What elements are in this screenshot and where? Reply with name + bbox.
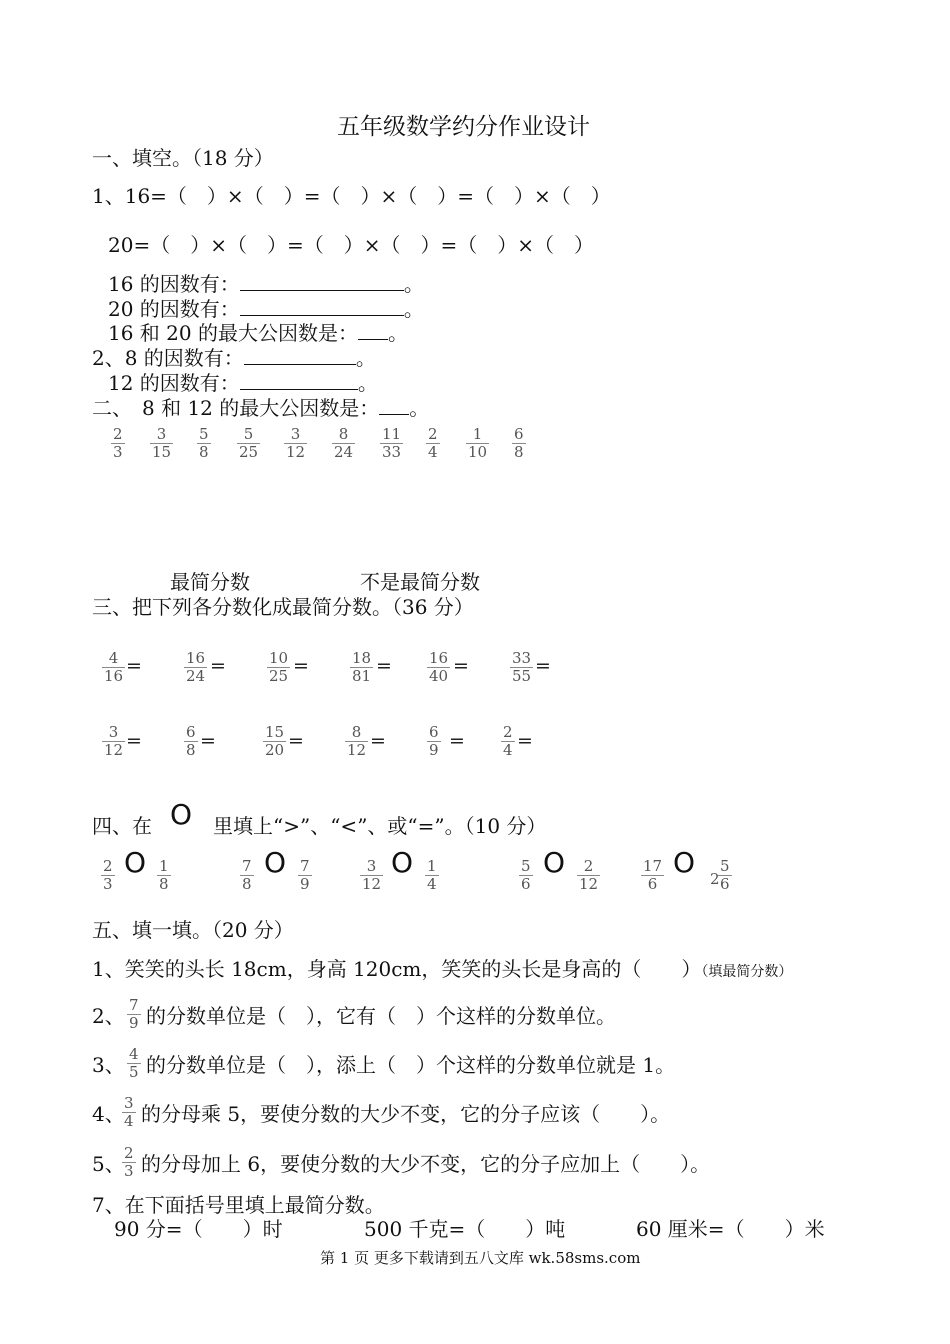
comparison-circle-icon[interactable]: O bbox=[124, 846, 147, 879]
section-2-heading-line bbox=[92, 396, 429, 420]
numerator: 18 bbox=[352, 649, 372, 667]
question-number: 5、 bbox=[92, 1152, 125, 1176]
denominator: 8 bbox=[514, 443, 524, 461]
question-5-7c: 60 厘米=（ ）米 bbox=[636, 1217, 825, 1241]
equals-sign: = bbox=[370, 730, 386, 752]
question-5-7: 7、在下面括号里填上最简分数。 bbox=[92, 1193, 385, 1217]
fraction bbox=[184, 724, 198, 759]
period: 。 bbox=[355, 346, 376, 370]
section-3-heading: 三、把下列各分数化成最简分数。（36 分） bbox=[92, 595, 474, 619]
period: 。 bbox=[387, 321, 408, 345]
equals-sign: = bbox=[293, 655, 309, 677]
factors-of-12-blank[interactable] bbox=[240, 371, 358, 390]
fraction bbox=[267, 650, 290, 685]
denominator: 8 bbox=[242, 875, 252, 893]
denominator: 33 bbox=[382, 443, 402, 461]
comparison-circle-icon[interactable]: O bbox=[264, 846, 287, 879]
fraction bbox=[332, 426, 355, 461]
page-footer: 第 1 页 更多下载请到五八文库 wk.58sms.com bbox=[320, 1249, 641, 1267]
fraction bbox=[380, 426, 403, 461]
page-title: 五年级数学约分作业设计 bbox=[337, 114, 590, 140]
denominator: 4 bbox=[503, 741, 513, 759]
denominator: 24 bbox=[186, 667, 206, 685]
numerator: 3 bbox=[156, 425, 167, 443]
factors-of-8-blank[interactable] bbox=[244, 346, 356, 365]
denominator: 24 bbox=[334, 443, 354, 461]
fraction bbox=[240, 858, 254, 893]
equals-sign: = bbox=[200, 730, 216, 752]
fraction bbox=[122, 1145, 136, 1180]
numerator: 5 bbox=[243, 425, 254, 443]
numerator: 5 bbox=[199, 425, 209, 443]
numerator: 6 bbox=[514, 425, 524, 443]
numerator: 3 bbox=[366, 857, 377, 875]
numerator: 6 bbox=[429, 723, 439, 741]
question-number: 2、 bbox=[92, 1004, 125, 1028]
question-5-3-text: 的分数单位是（ ），添上（ ）个这样的分数单位就是 1。 bbox=[146, 1053, 676, 1077]
denominator: 12 bbox=[286, 443, 306, 461]
denominator: 9 bbox=[300, 875, 310, 893]
question-number: 4、 bbox=[92, 1102, 125, 1126]
section-4-heading-pre: 四、在 bbox=[92, 814, 152, 838]
label-simplest-fractions: 最简分数 bbox=[170, 570, 250, 594]
question-number: 3、 bbox=[92, 1053, 125, 1077]
fraction bbox=[122, 1095, 136, 1130]
question-5-5 bbox=[92, 1152, 125, 1176]
fraction bbox=[101, 858, 115, 893]
numerator: 2 bbox=[113, 425, 123, 443]
fraction bbox=[425, 858, 439, 893]
equals-sign: = bbox=[126, 655, 142, 677]
denominator: 6 bbox=[641, 875, 664, 893]
denominator: 8 bbox=[159, 875, 169, 893]
numerator: 1 bbox=[427, 857, 437, 875]
fraction bbox=[102, 724, 125, 759]
numerator: 7 bbox=[242, 857, 252, 875]
fraction bbox=[127, 1046, 141, 1081]
denominator: 12 bbox=[347, 741, 367, 759]
question-5-2-text: 的分数单位是（ ），它有（ ）个这样的分数单位。 bbox=[146, 1004, 616, 1028]
question-5-2 bbox=[92, 1004, 125, 1028]
fraction bbox=[427, 650, 450, 685]
fraction bbox=[284, 426, 307, 461]
denominator: 55 bbox=[512, 667, 532, 685]
period: 。 bbox=[357, 371, 378, 395]
denominator: 12 bbox=[104, 741, 124, 759]
numerator: 16 bbox=[429, 649, 449, 667]
equals-sign: = bbox=[535, 655, 551, 677]
question-text: 1、笑笑的头长 18cm，身高 120cm，笑笑的头长是身高的（ ） bbox=[92, 957, 702, 981]
numerator: 2 bbox=[503, 723, 513, 741]
period: 。 bbox=[409, 396, 430, 420]
numerator: 4 bbox=[129, 1045, 139, 1063]
fraction bbox=[512, 426, 526, 461]
numerator: 15 bbox=[265, 723, 285, 741]
question-1-20-factorization: 20=（ ）×（ ）=（ ）×（ ）=（ ）×（ ） bbox=[108, 233, 594, 257]
fraction bbox=[577, 858, 600, 893]
gcd-16-20-blank[interactable] bbox=[358, 321, 388, 340]
question-5-4-text: 的分母乘 5，要使分数的大少不变，它的分子应该（ ）。 bbox=[141, 1102, 671, 1126]
denominator: 12 bbox=[362, 875, 382, 893]
equals-sign: = bbox=[449, 730, 465, 752]
numerator: 8 bbox=[338, 425, 349, 443]
question-5-4 bbox=[92, 1102, 125, 1126]
section-2-heading: 二、 8 和 12 的最大公因数是： bbox=[92, 396, 380, 420]
numerator: 3 bbox=[108, 723, 119, 741]
comparison-circle-icon[interactable]: O bbox=[543, 846, 566, 879]
denominator: 81 bbox=[352, 667, 372, 685]
fraction bbox=[345, 724, 368, 759]
fraction bbox=[150, 426, 173, 461]
fraction bbox=[157, 858, 171, 893]
fraction bbox=[350, 650, 373, 685]
numerator: 3 bbox=[290, 425, 301, 443]
numerator: 1 bbox=[472, 425, 483, 443]
fraction bbox=[718, 858, 732, 893]
numerator: 7 bbox=[300, 857, 310, 875]
denominator: 10 bbox=[468, 443, 488, 461]
factors-of-20-blank[interactable] bbox=[240, 297, 404, 316]
label-not-simplest-fractions: 不是最简分数 bbox=[360, 570, 480, 594]
section-4-heading-post: 里填上“>”、“<”、或“=”。（10 分） bbox=[213, 814, 547, 838]
section-1-heading: 一、填空。（18 分） bbox=[92, 146, 274, 170]
question-5-5-text: 的分母加上 6，要使分数的大少不变，它的分子应加上（ ）。 bbox=[141, 1152, 711, 1176]
fraction bbox=[641, 858, 664, 893]
gcd-16-20-label: 16 和 20 的最大公因数是： bbox=[108, 321, 358, 345]
denominator: 6 bbox=[521, 875, 531, 893]
comparison-circle-icon[interactable]: O bbox=[673, 846, 696, 879]
denominator: 16 bbox=[104, 667, 124, 685]
denominator: 3 bbox=[113, 443, 123, 461]
numerator: 7 bbox=[129, 996, 139, 1014]
numerator: 5 bbox=[720, 857, 730, 875]
numerator: 5 bbox=[521, 857, 531, 875]
denominator: 4 bbox=[427, 875, 437, 893]
fraction bbox=[426, 426, 440, 461]
equals-sign: = bbox=[288, 730, 304, 752]
equals-sign: = bbox=[210, 655, 226, 677]
denominator: 9 bbox=[129, 1014, 139, 1032]
denominator: 9 bbox=[429, 741, 439, 759]
denominator: 15 bbox=[152, 443, 172, 461]
numerator: 6 bbox=[186, 723, 196, 741]
denominator: 8 bbox=[186, 741, 196, 759]
fraction bbox=[263, 724, 286, 759]
question-5-1 bbox=[92, 957, 792, 984]
factors-of-20-line bbox=[108, 297, 424, 321]
numerator: 8 bbox=[351, 723, 362, 741]
factors-of-12-label: 12 的因数有： bbox=[108, 371, 240, 395]
numerator: 33 bbox=[512, 649, 532, 667]
numerator: 1 bbox=[159, 857, 169, 875]
numerator: 4 bbox=[108, 649, 119, 667]
fraction bbox=[111, 426, 125, 461]
numerator: 16 bbox=[186, 649, 206, 667]
denominator: 12 bbox=[579, 875, 599, 893]
numerator: 2 bbox=[124, 1144, 134, 1162]
question-1-16-factorization: 1、16=（ ）×（ ）=（ ）×（ ）=（ ）×（ ） bbox=[92, 184, 611, 208]
comparison-circle-icon: O bbox=[170, 798, 193, 831]
denominator: 4 bbox=[428, 443, 438, 461]
numerator: 2 bbox=[583, 857, 594, 875]
period: 。 bbox=[403, 297, 424, 321]
equals-sign: = bbox=[376, 655, 392, 677]
denominator: 4 bbox=[124, 1112, 134, 1130]
factors-of-12-line bbox=[108, 371, 378, 395]
section-5-heading: 五、填一填。（20 分） bbox=[92, 918, 294, 942]
denominator: 5 bbox=[129, 1063, 139, 1081]
numerator: 11 bbox=[382, 425, 402, 443]
equals-sign: = bbox=[453, 655, 469, 677]
fraction bbox=[197, 426, 211, 461]
fraction bbox=[127, 997, 141, 1032]
factors-of-8-line bbox=[92, 346, 376, 370]
fraction bbox=[427, 724, 441, 759]
question-note: （填最简分数） bbox=[701, 964, 793, 980]
equals-sign: = bbox=[517, 730, 533, 752]
factors-of-8-label: 2、8 的因数有： bbox=[92, 346, 244, 370]
comparison-circle-icon[interactable]: O bbox=[391, 846, 414, 879]
denominator: 3 bbox=[103, 875, 113, 893]
factors-of-16-line bbox=[108, 272, 424, 296]
fraction bbox=[510, 650, 533, 685]
fraction bbox=[237, 426, 260, 461]
fraction bbox=[298, 858, 312, 893]
denominator: 8 bbox=[199, 443, 209, 461]
gcd-8-12-blank[interactable] bbox=[379, 396, 409, 415]
fraction bbox=[360, 858, 383, 893]
mixed-number-whole: 2 bbox=[710, 870, 720, 888]
factors-of-16-label: 16 的因数有： bbox=[108, 272, 240, 296]
denominator: 25 bbox=[239, 443, 259, 461]
question-5-3 bbox=[92, 1053, 125, 1077]
factors-of-16-blank[interactable] bbox=[240, 272, 404, 291]
fraction bbox=[466, 426, 489, 461]
numerator: 17 bbox=[643, 857, 663, 875]
fraction bbox=[501, 724, 515, 759]
denominator: 20 bbox=[265, 741, 285, 759]
question-5-7a: 90 分=（ ）时 bbox=[114, 1217, 283, 1241]
numerator: 3 bbox=[124, 1094, 134, 1112]
numerator: 10 bbox=[269, 649, 289, 667]
denominator: 6 bbox=[720, 875, 730, 893]
period: 。 bbox=[403, 272, 424, 296]
factors-of-20-label: 20 的因数有： bbox=[108, 297, 240, 321]
numerator: 2 bbox=[103, 857, 113, 875]
fraction bbox=[519, 858, 533, 893]
gcd-16-20-line bbox=[108, 321, 408, 345]
denominator: 40 bbox=[429, 667, 449, 685]
equals-sign: = bbox=[126, 730, 142, 752]
numerator: 2 bbox=[428, 425, 438, 443]
fraction bbox=[184, 650, 207, 685]
fraction bbox=[102, 650, 125, 685]
question-5-7b: 500 千克=（ ）吨 bbox=[364, 1217, 566, 1241]
denominator: 25 bbox=[269, 667, 289, 685]
denominator: 3 bbox=[124, 1162, 134, 1180]
